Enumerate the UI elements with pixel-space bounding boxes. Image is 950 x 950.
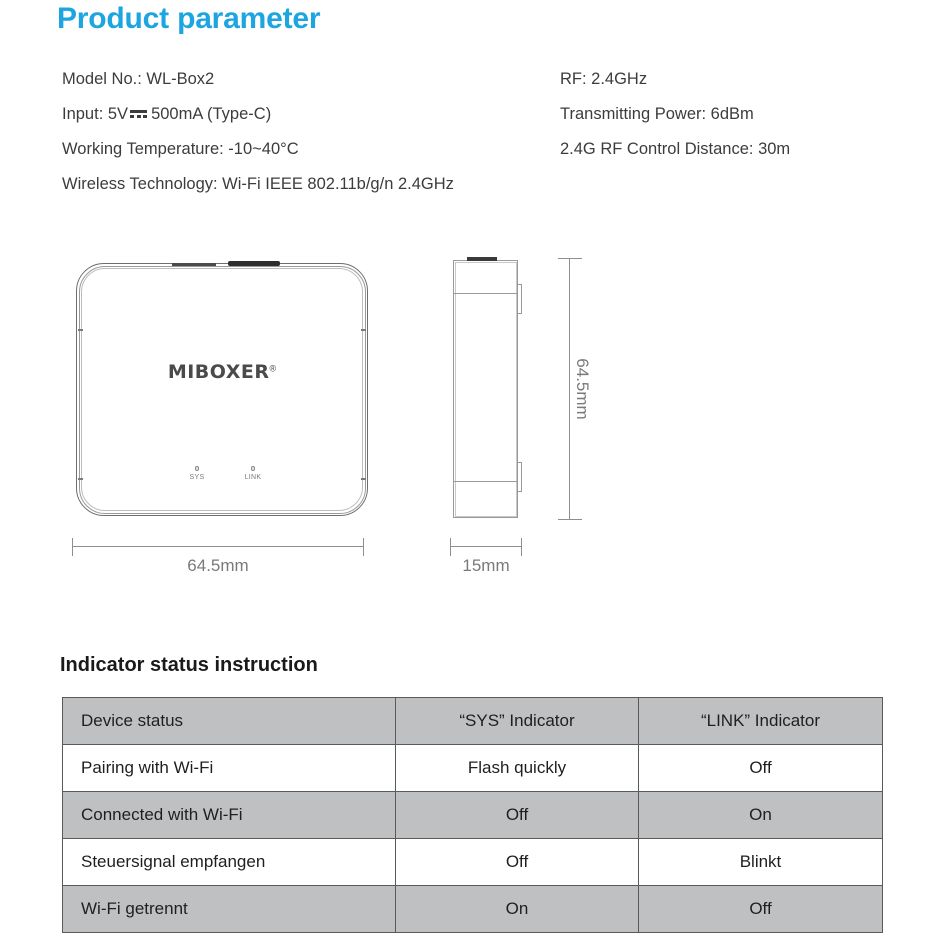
- device-top-seam: [172, 263, 216, 266]
- spec-column-right: [560, 62, 790, 167]
- dimension-side-height-label: 64.5mm: [573, 358, 592, 420]
- dimension-line: [569, 258, 570, 520]
- spec-model: Model No.: WL-Box2: [62, 70, 215, 88]
- table-row: [63, 886, 883, 933]
- dimension-side-width: [450, 538, 522, 580]
- led-link: [236, 466, 270, 481]
- spec-column-left: [62, 62, 454, 202]
- cell-device-status: Wi-Fi getrennt: [63, 886, 396, 933]
- device-seam-bottom-left: [78, 478, 83, 480]
- spec-rf-control-distance: 2.4G RF Control Distance: 30m: [560, 140, 791, 158]
- dc-current-icon: [130, 108, 147, 119]
- led-sys-label: SYS: [189, 473, 205, 481]
- side-outline-inner: [455, 262, 517, 517]
- device-side-view: [453, 260, 518, 518]
- brand-wordmark: MIBOXER: [167, 361, 270, 383]
- cell-device-status: Connected with Wi-Fi: [63, 792, 396, 839]
- dimension-tick-right: [521, 538, 522, 556]
- device-seam-left: [78, 329, 83, 331]
- dimension-front-width: [72, 538, 364, 580]
- device-front-view: [76, 263, 368, 516]
- brand-logo: [76, 361, 368, 383]
- indicator-status-table: [62, 697, 883, 933]
- side-seam-top: [453, 293, 518, 294]
- dimension-line: [72, 546, 364, 547]
- cell-sys-indicator: Off: [396, 839, 639, 886]
- column-header-device-status: Device status: [63, 698, 396, 745]
- spec-transmitting-power: Transmitting Power: 6dBm: [560, 105, 754, 123]
- table-row: [63, 792, 883, 839]
- led-dot-icon: [251, 466, 256, 471]
- cell-link-indicator: Off: [639, 886, 883, 933]
- dimension-tick-bottom: [558, 519, 582, 520]
- led-sys: [180, 466, 214, 481]
- dimension-front-width-label: 64.5mm: [187, 556, 249, 575]
- dimension-side-width-label: 15mm: [462, 556, 510, 575]
- table-row: [63, 839, 883, 886]
- product-drawing: [0, 250, 950, 590]
- usb-c-port-icon: [467, 257, 497, 261]
- column-header-sys-indicator: “SYS” Indicator: [396, 698, 639, 745]
- cell-device-status: Steuersignal empfangen: [63, 839, 396, 886]
- dimension-side-height: [540, 258, 600, 520]
- side-tab-top: [518, 284, 523, 314]
- spec-input-suffix: 500mA (Type-C): [151, 105, 272, 123]
- cell-link-indicator: Blinkt: [639, 839, 883, 886]
- registered-trademark-icon: ®: [269, 363, 277, 374]
- indicator-section-title: Indicator status instruction: [60, 654, 318, 676]
- cell-sys-indicator: Off: [396, 792, 639, 839]
- spec-wireless-technology: Wireless Technology: Wi-Fi IEEE 802.11b/g/n 2.4GHz: [62, 175, 454, 193]
- dimension-line: [450, 546, 522, 547]
- side-tab-bottom: [518, 462, 523, 492]
- usb-c-port-icon: [228, 261, 280, 266]
- led-link-label: LINK: [244, 473, 262, 481]
- device-seam-right: [361, 329, 366, 331]
- led-dot-icon: [195, 466, 200, 471]
- device-seam-bottom-right: [361, 478, 366, 480]
- cell-device-status: Pairing with Wi-Fi: [63, 745, 396, 792]
- spec-rf: RF: 2.4GHz: [560, 70, 648, 88]
- spec-input-prefix: Input: 5V: [62, 105, 129, 123]
- spec-working-temperature: Working Temperature: -10~40°C: [62, 140, 299, 158]
- cell-sys-indicator: Flash quickly: [396, 745, 639, 792]
- table-header-row: [63, 698, 883, 745]
- dimension-tick-right: [363, 538, 364, 556]
- side-seam-bottom: [453, 481, 518, 482]
- page-title: Product parameter: [57, 2, 321, 35]
- cell-sys-indicator: On: [396, 886, 639, 933]
- table-row: [63, 745, 883, 792]
- column-header-link-indicator: “LINK” Indicator: [639, 698, 883, 745]
- spec-input: [62, 97, 454, 132]
- led-indicator-group: [180, 466, 270, 481]
- cell-link-indicator: On: [639, 792, 883, 839]
- cell-link-indicator: Off: [639, 745, 883, 792]
